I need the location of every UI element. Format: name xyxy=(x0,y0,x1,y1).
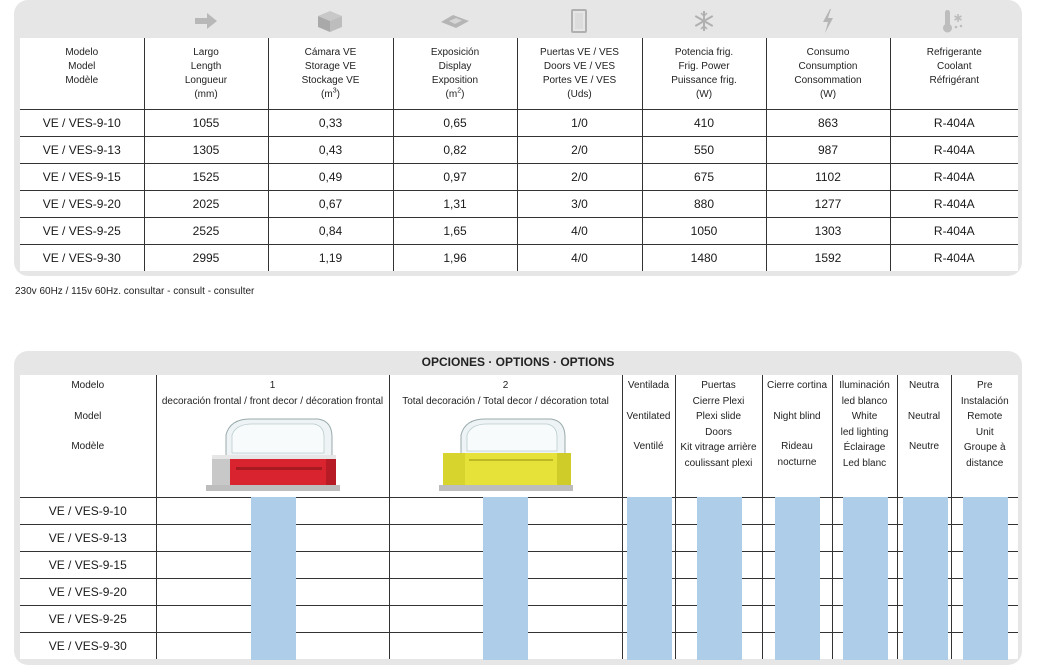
cell-ventilated xyxy=(622,497,675,524)
cell-neutral xyxy=(897,497,951,524)
cell-ventilated xyxy=(622,578,675,605)
cube-icon xyxy=(268,4,392,38)
cell-remote-unit xyxy=(951,632,1018,659)
option-available-marker xyxy=(903,551,948,579)
cell-model: VE / VES-9-15 xyxy=(20,551,156,578)
option-available-marker xyxy=(483,632,528,660)
cell-consumption: 1592 xyxy=(766,245,890,272)
cell-neutral xyxy=(897,524,951,551)
cell-total-decor xyxy=(389,551,622,578)
cell-power: 550 xyxy=(642,137,766,164)
cell-front-decor xyxy=(156,605,389,632)
cell-storage: 0,49 xyxy=(268,164,393,191)
thermometer-snowflake-icon xyxy=(891,4,1015,38)
option-available-marker xyxy=(697,551,742,579)
cell-display: 0,97 xyxy=(393,164,517,191)
total-decor-showcase-image xyxy=(390,415,622,497)
table-row xyxy=(20,218,1018,245)
header-front-decor: 1 decoración frontal / front decor / décoration frontal xyxy=(156,375,389,497)
header-ventilated: Ventilada Ventilated Ventilé xyxy=(622,375,675,497)
cell-consumption: 1102 xyxy=(766,164,890,191)
option-available-marker xyxy=(963,578,1008,606)
option-available-marker xyxy=(627,524,672,552)
cell-front-decor xyxy=(156,578,389,605)
cell-total-decor xyxy=(389,605,622,632)
cell-consumption: 863 xyxy=(766,110,890,137)
option-available-marker xyxy=(697,605,742,633)
cell-display: 1,31 xyxy=(393,191,517,218)
options-header-row xyxy=(20,375,1018,497)
cell-model: VE / VES-9-30 xyxy=(20,245,144,272)
snowflake-icon xyxy=(642,4,766,38)
table-row xyxy=(20,245,1018,272)
cell-doors: 4/0 xyxy=(517,218,642,245)
cell-display: 0,65 xyxy=(393,110,517,137)
cell-model: VE / VES-9-10 xyxy=(20,497,156,524)
cell-consumption: 1277 xyxy=(766,191,890,218)
cell-model: VE / VES-9-20 xyxy=(20,578,156,605)
option-available-marker xyxy=(963,605,1008,633)
header-remote-unit: Pre Instalación Remote Unit Groupe à distance xyxy=(951,375,1018,497)
option-available-marker xyxy=(697,632,742,660)
specs-table xyxy=(20,38,1018,271)
option-available-marker xyxy=(251,632,296,660)
option-available-marker xyxy=(251,605,296,633)
cell-remote-unit xyxy=(951,497,1018,524)
cell-model: VE / VES-9-15 xyxy=(20,164,144,191)
header-display: Exposición Display Exposition $(m^2)$ xyxy=(393,38,517,110)
cell-length: 2995 xyxy=(144,245,268,272)
cell-storage: 0,84 xyxy=(268,218,393,245)
cell-display: 1,65 xyxy=(393,218,517,245)
option-available-marker xyxy=(903,632,948,660)
option-available-marker xyxy=(903,497,948,525)
option-available-marker xyxy=(251,497,296,525)
header-coolant: Refrigerante Coolant Réfrigérant xyxy=(890,38,1018,110)
cell-ventilated xyxy=(622,551,675,578)
cell-coolant: R-404A xyxy=(890,218,1018,245)
option-available-marker xyxy=(483,605,528,633)
header-plexi-doors: Puertas Cierre Plexi Plexi slide Doors Kit vitrage arrière coulissant plexi xyxy=(675,375,762,497)
cell-display: 0,82 xyxy=(393,137,517,164)
header-model: Modelo Model Modèle xyxy=(20,375,156,497)
cell-model: VE / VES-9-30 xyxy=(20,632,156,659)
option-available-marker xyxy=(483,551,528,579)
option-available-marker xyxy=(775,578,820,606)
table-row xyxy=(20,524,1018,551)
cell-length: 1525 xyxy=(144,164,268,191)
cell-model: VE / VES-9-13 xyxy=(20,137,144,164)
option-available-marker xyxy=(483,497,528,525)
cell-consumption: 987 xyxy=(766,137,890,164)
cell-night-blind xyxy=(762,551,832,578)
option-available-marker xyxy=(843,605,888,633)
options-title: OPCIONES · OPTIONS · OPTIONS xyxy=(421,355,615,369)
cell-led-lighting xyxy=(832,605,897,632)
option-available-marker xyxy=(251,551,296,579)
option-available-marker xyxy=(843,551,888,579)
option-available-marker xyxy=(627,578,672,606)
option-available-marker xyxy=(627,551,672,579)
cell-storage: 0,67 xyxy=(268,191,393,218)
cell-led-lighting xyxy=(832,497,897,524)
cell-remote-unit xyxy=(951,605,1018,632)
option-available-marker xyxy=(483,524,528,552)
cell-led-lighting xyxy=(832,578,897,605)
cell-model: VE / VES-9-13 xyxy=(20,524,156,551)
cell-led-lighting xyxy=(832,551,897,578)
cell-doors: 2/0 xyxy=(517,164,642,191)
option-available-marker xyxy=(775,632,820,660)
option-available-marker xyxy=(775,605,820,633)
cell-neutral xyxy=(897,605,951,632)
header-led-lighting: Iluminación led blanco White led lighting Éclairage Led blanc xyxy=(832,375,897,497)
option-available-marker xyxy=(483,578,528,606)
cell-ventilated xyxy=(622,605,675,632)
cell-plexi-doors xyxy=(675,632,762,659)
cell-remote-unit xyxy=(951,578,1018,605)
cell-display: 1,96 xyxy=(393,245,517,272)
cell-storage: 0,33 xyxy=(268,110,393,137)
cell-coolant: R-404A xyxy=(933,251,975,265)
cell-led-lighting xyxy=(832,632,897,659)
cell-doors: 4/0 xyxy=(517,245,642,272)
option-available-marker xyxy=(963,497,1008,525)
option-available-marker xyxy=(251,578,296,606)
cell-total-decor xyxy=(389,632,622,659)
cell-doors: 3/0 xyxy=(517,191,642,218)
cell-model: VE / VES-9-25 xyxy=(20,218,144,245)
table-row xyxy=(20,164,1018,191)
cell-neutral xyxy=(897,551,951,578)
cell-night-blind xyxy=(762,632,832,659)
option-available-marker xyxy=(843,632,888,660)
option-available-marker xyxy=(775,524,820,552)
cell-coolant: R-404A xyxy=(890,191,1018,218)
cell-led-lighting xyxy=(832,524,897,551)
header-length: Largo Length Longueur (mm) xyxy=(144,38,268,110)
cell-length: 1305 xyxy=(144,137,268,164)
table-row xyxy=(20,191,1018,218)
cell-coolant: R-404A xyxy=(890,137,1018,164)
header-power: Potencia frig. Frig. Power Puissance frig. (W) xyxy=(642,38,766,110)
voltage-note: 230v 60Hz / 115v 60Hz. consultar - consult - consulter xyxy=(15,286,255,297)
cell-power: 1050 xyxy=(642,218,766,245)
cell-front-decor xyxy=(156,632,389,659)
cell-power: 675 xyxy=(642,164,766,191)
cell-night-blind xyxy=(762,524,832,551)
option-available-marker xyxy=(843,524,888,552)
cell-neutral xyxy=(897,632,951,659)
cell-remote-unit xyxy=(951,551,1018,578)
specs-header-row xyxy=(20,38,1018,110)
cell-consumption: 1303 xyxy=(766,218,890,245)
cell-total-decor xyxy=(389,578,622,605)
cell-front-decor xyxy=(156,551,389,578)
option-available-marker xyxy=(697,524,742,552)
header-total-decor: 2 Total decoración / Total decor / décoration total xyxy=(389,375,622,497)
cell-model: VE / VES-9-20 xyxy=(20,191,144,218)
option-available-marker xyxy=(903,605,948,633)
option-available-marker xyxy=(843,497,888,525)
option-available-marker xyxy=(963,551,1008,579)
option-available-marker xyxy=(843,578,888,606)
table-row xyxy=(20,137,1018,164)
cell-coolant: R-404A xyxy=(890,110,1018,137)
cell-plexi-doors xyxy=(675,551,762,578)
header-model: Modelo Model Modèle xyxy=(20,38,144,110)
options-table xyxy=(20,375,1018,659)
cell-plexi-doors xyxy=(675,497,762,524)
arrow-icon xyxy=(144,4,268,38)
option-available-marker xyxy=(903,578,948,606)
option-available-marker xyxy=(627,605,672,633)
header-storage: Cámara VE Storage VE Stockage VE $(m^3)$ xyxy=(268,38,393,110)
cell-neutral xyxy=(897,578,951,605)
cell-doors: 2/0 xyxy=(517,137,642,164)
specs-icon-row xyxy=(20,4,1018,38)
cell-storage: 0,43 xyxy=(268,137,393,164)
cell-length: 1055 xyxy=(144,110,268,137)
option-available-marker xyxy=(963,524,1008,552)
cell-length: 2525 xyxy=(144,218,268,245)
cell-power: 880 xyxy=(642,191,766,218)
option-available-marker xyxy=(775,497,820,525)
cell-length: 2025 xyxy=(144,191,268,218)
table-row xyxy=(20,632,1018,659)
cell-night-blind xyxy=(762,578,832,605)
option-available-marker xyxy=(627,632,672,660)
cell-front-decor xyxy=(156,497,389,524)
header-consumption: Consumo Consumption Consommation (W) xyxy=(766,38,890,110)
cell-model: VE / VES-9-25 xyxy=(20,605,156,632)
option-available-marker xyxy=(903,524,948,552)
display-tray-icon xyxy=(393,4,517,38)
cell-night-blind xyxy=(762,497,832,524)
table-row xyxy=(20,578,1018,605)
option-available-marker xyxy=(963,632,1008,660)
cell-doors: 1/0 xyxy=(517,110,642,137)
cell-model: VE / VES-9-10 xyxy=(20,110,144,137)
cell-total-decor xyxy=(389,497,622,524)
cell-power: 1480 xyxy=(642,245,766,272)
option-available-marker xyxy=(775,551,820,579)
cell-coolant: R-404A xyxy=(890,164,1018,191)
cell-front-decor xyxy=(156,524,389,551)
cell-night-blind xyxy=(762,605,832,632)
cell-plexi-doors xyxy=(675,605,762,632)
cell-storage: 1,19 xyxy=(268,245,393,272)
option-available-marker xyxy=(251,524,296,552)
cell-plexi-doors xyxy=(675,578,762,605)
table-row xyxy=(20,551,1018,578)
front-decor-showcase-image xyxy=(157,415,389,497)
cell-ventilated xyxy=(622,524,675,551)
cell-plexi-doors xyxy=(675,524,762,551)
cell-remote-unit xyxy=(951,524,1018,551)
cell-power: 410 xyxy=(642,110,766,137)
table-row xyxy=(20,497,1018,524)
option-available-marker xyxy=(627,497,672,525)
header-night-blind: Cierre cortina Night blind Rideau nocturne xyxy=(762,375,832,497)
table-row xyxy=(20,110,1018,137)
header-doors: Puertas VE / VES Doors VE / VES Portes VE / VES (Uds) xyxy=(517,38,642,110)
header-neutral: Neutra Neutral Neutre xyxy=(897,375,951,497)
cell-total-decor xyxy=(389,524,622,551)
lightning-icon xyxy=(766,4,890,38)
door-icon xyxy=(517,4,641,38)
cell-ventilated xyxy=(622,632,675,659)
table-row xyxy=(20,605,1018,632)
option-available-marker xyxy=(697,578,742,606)
option-available-marker xyxy=(697,497,742,525)
